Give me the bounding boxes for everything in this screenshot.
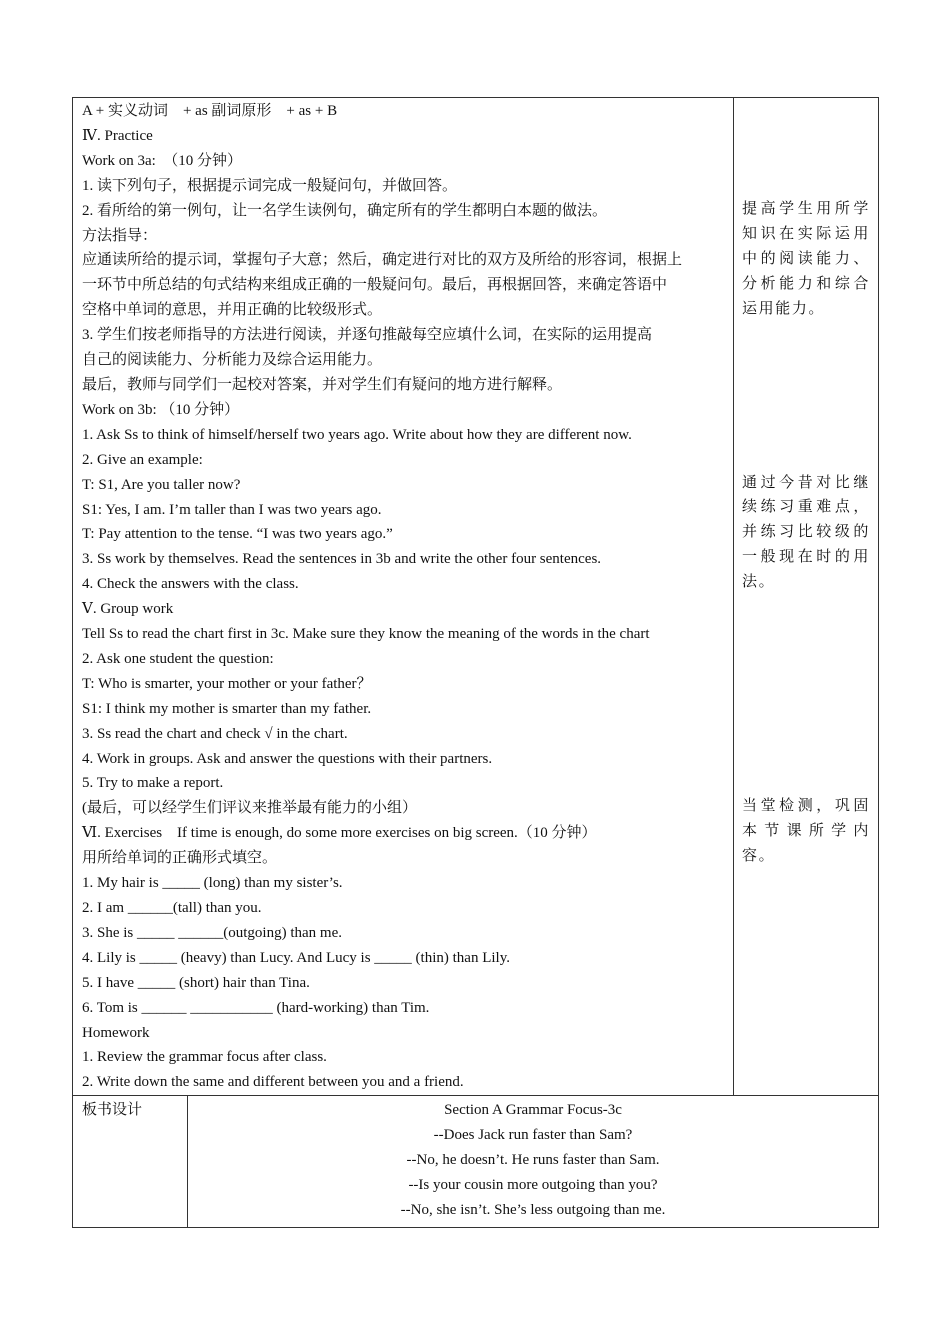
procedure-line: 3. Ss work by themselves. Read the sentences in 3b and write the other four sentences. [82, 551, 602, 568]
board-design-content [188, 1096, 879, 1228]
design-note-comparison: 通过今昔对比继续练习重难点，并练习比较级的一般现在时的用法。 [742, 474, 871, 591]
lesson-plan-table [72, 97, 879, 1228]
board-line: --No, he doesn’t. He runs faster than Sam. [406, 1152, 660, 1169]
design-intent-cell [734, 98, 879, 1096]
procedure-line: Ⅵ. Exercises If time is enough, do some more exercises on big screen.（10 分钟） [82, 825, 597, 842]
procedure-text [82, 99, 727, 1095]
design-note-practice: 提高学生用所学知识在实际运用中的阅读能力、分析能力和综合运用能力。 [742, 201, 871, 317]
procedure-cell [73, 98, 734, 1096]
procedure-line: T: Who is smarter, your mother or your father？ [82, 675, 372, 692]
procedure-line: 3. She is _____ ______(outgoing) than me. [82, 924, 342, 941]
procedure-line: T: Pay attention to the tense. “I was two years ago.” [82, 526, 393, 543]
board-line: --Is your cousin more outgoing than you? [408, 1176, 658, 1193]
procedure-line: Ⅴ. Group work [82, 601, 174, 618]
procedure-line: Tell Ss to read the chart first in 3c. Make sure they know the meaning of the words in the chart [82, 626, 650, 643]
procedure-line: 用所给单词的正确形式填空。 [82, 850, 278, 867]
procedure-line: 4. Work in groups. Ask and answer the questions with their partners. [82, 750, 493, 767]
procedure-line: 4. Lily is _____ (heavy) than Lucy. And Lucy is _____ (thin) than Lily. [82, 949, 510, 966]
board-line: Section A Grammar Focus-3c [444, 1102, 622, 1119]
procedure-line: 1. My hair is _____ (long) than my sister’s. [82, 875, 343, 892]
procedure-line: 2. 看所给的第一例句，让一名学生读例句，确定所有的学生都明白本题的做法。 [82, 202, 608, 219]
procedure-line: 2. Ask one student the question: [82, 650, 274, 667]
procedure-line: (最后，可以经学生们评议来推举最有能力的小组） [82, 800, 417, 817]
procedure-line: 6. Tom is ______ ___________ (hard-working) than Tim. [82, 999, 430, 1016]
procedure-line: 5. Try to make a report. [82, 775, 224, 792]
procedure-line: 3. Ss read the chart and check √ in the chart. [82, 725, 348, 742]
board-line: --No, she isn’t. She’s less outgoing than me. [400, 1201, 666, 1218]
design-note-exercises: 当堂检测，巩固本节课所学内容。 [742, 798, 871, 864]
procedure-line: Ⅳ. Practice [82, 127, 153, 144]
lesson-procedure-row [73, 98, 879, 1096]
procedure-line: Work on 3a: （10 分钟） [82, 152, 243, 169]
procedure-line: 5. I have _____ (short) hair than Tina. [82, 974, 310, 991]
procedure-line: 3. 学生们按老师指导的方法进行阅读，并逐句推敲每空应填什么词，在实际的运用提高 [82, 327, 653, 344]
procedure-line: Homework [82, 1024, 150, 1041]
procedure-line: 应通读所给的提示词，掌握句子大意；然后，确定进行对比的双方及所给的形容词，根据上 [82, 252, 683, 269]
procedure-line: S1: I think my mother is smarter than my father. [82, 700, 372, 717]
procedure-line: 2. I am ______(tall) than you. [82, 900, 262, 916]
procedure-line: 方法指导： [82, 227, 158, 244]
procedure-line: 一环节中所总结的句式结构来组成正确的一般疑问句。最后，再根据回答，来确定答语中 [82, 277, 668, 294]
procedure-line: 自己的阅读能力、分析能力及综合运用能力。 [82, 352, 383, 369]
procedure-line: 4. Check the answers with the class. [82, 576, 299, 593]
board-design-row [73, 1096, 879, 1228]
procedure-line: T: S1, Are you taller now? [82, 476, 241, 493]
procedure-line: S1: Yes, I am. I’m taller than I was two years ago. [82, 501, 382, 518]
procedure-line: 空格中单词的意思，并用正确的比较级形式。 [82, 302, 383, 319]
procedure-line: Work on 3b: （10 分钟） [82, 401, 240, 418]
procedure-line: 最后，教师与同学们一起校对答案，并对学生们有疑问的地方进行解释。 [82, 376, 563, 393]
procedure-line: A + 实义动词 + as 副词原形 + as + B [82, 103, 338, 119]
procedure-line: 2. Give an example: [82, 451, 203, 468]
board-line: --Does Jack run faster than Sam? [433, 1127, 633, 1144]
procedure-line: 1. 读下列句子，根据提示词完成一般疑问句，并做回答。 [82, 177, 458, 194]
board-design-label: 板书设计 [73, 1096, 188, 1228]
procedure-line: 2. Write down the same and different between you and a friend. [82, 1074, 464, 1091]
procedure-line: 1. Review the grammar focus after class. [82, 1049, 327, 1066]
procedure-line: 1. Ask Ss to think of himself/herself two years ago. Write about how they are different now. [82, 426, 632, 443]
